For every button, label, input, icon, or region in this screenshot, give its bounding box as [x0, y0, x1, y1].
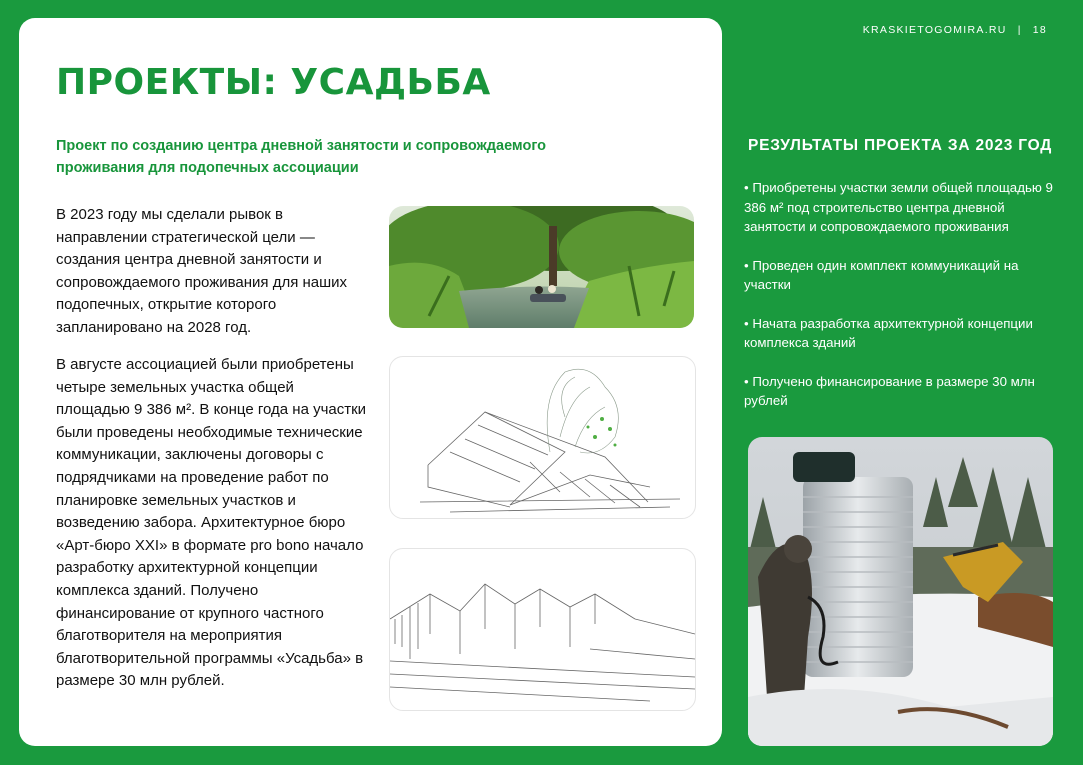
results-title: РЕЗУЛЬТАТЫ ПРОЕКТА ЗА 2023 ГОД	[748, 137, 1053, 154]
details-paragraph: В августе ассоциацией были приобретены четыре земельных участка общей площадью 9 386 м². В конце года на участки были проведены необходимые технические коммуникации, заключены договоры с подрядчиками на проведение работ по планировке земельных участков и возведению забора. Архитектурное бюро «Арт-бюро XXI» в формате pro bono начало разработку архитектурной концепции комплекса зданий. Получено финансирование от крупного частного благотворителя на мероприятия благотворительной программы «Усадьба» в размере 30 млн рублей.	[56, 356, 367, 690]
page-header	[863, 24, 1047, 36]
results-item: • Получено финансирование в размере 30 млн рублей	[744, 373, 1035, 408]
intro-paragraph: В 2023 году мы сделали рывок в направлении стратегической цели — создания центра дневной занятости и сопровождаемого проживания для наших подопечных, открытие которого запланировано на 2028 год.	[56, 206, 348, 336]
architecture-sketch-1	[389, 356, 696, 519]
site-link[interactable]: KRASKIETOGOMIRA.RU	[862, 24, 1007, 36]
architecture-sketch-2	[389, 548, 696, 711]
results-item: • Начата разработка архитектурной концепции комплекса зданий	[744, 315, 1033, 350]
results-item: • Проведен один комплект коммуникаций на участки	[744, 257, 1019, 292]
page-title: ПРОЕКТЫ: УСАДЬБА	[56, 62, 491, 103]
results-item: • Приобретены участки земли общей площадью 9 386 м² под строительство центра дневной занятости и сопровождаемого проживания	[744, 180, 1053, 234]
header-separator: |	[1017, 24, 1022, 36]
river-boat-photo	[389, 206, 694, 328]
septic-tank-photo	[748, 437, 1053, 746]
page-subtitle: Проект по созданию центра дневной занятости и сопровождаемого проживания для подопечных ассоциации	[56, 138, 547, 176]
results-list	[744, 178, 1062, 430]
page-number: 18	[1032, 24, 1047, 36]
